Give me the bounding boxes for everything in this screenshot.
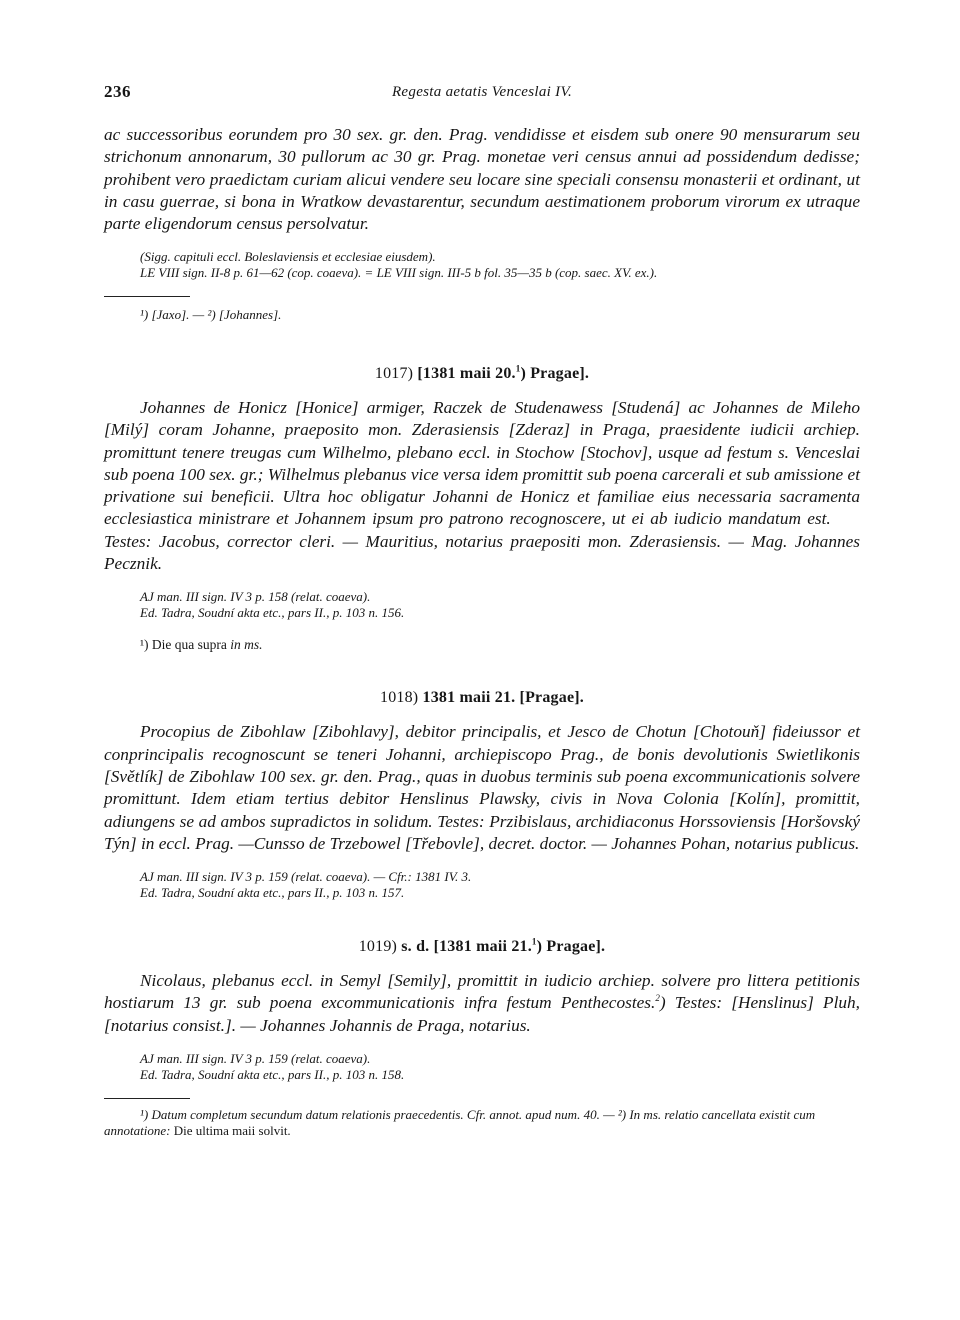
footnote-marker: 2: [655, 993, 660, 1004]
regest-text-1018: Procopius de Zibohlaw [Zibohlavy], debitor principalis, et Jesco de Chotun [Chotouň] fideiussor et conprincipalis recognoscunt se teneri Johanni, archiepiscopo Prag., de bonis devolutionis Swietlikonis [Světlík] de Zibohlaw 100 sex. gr. den. Prag., quas in duobus terminis sub poena excommunicationis solvere promittunt. Idem etiam tertius debitor Henslinus Plawsky, civis in Nova Colonia [Kolín], promittit, adiungens se ad ambos supradictos in solidum. Testes: Przibislaus, archidiaconus Horssoviensis [Horšovský Týn] in eccl. Prag. —Cunsso de Trzebowel [Třebovle], decret. doctor. — Johannes Pohan, notarius publicus.: [104, 722, 860, 853]
witnesses: ) Testes: [Henslinus] Pluh, [notarius consist.]. — Johannes Johannis de Praga, notarius.: [104, 993, 861, 1035]
regest-text-1019: [104, 970, 860, 1037]
footnote-text: ¹) Datum completum secundum datum relationis praecedentis. Cfr. annot. apud num. 40. — ²) In ms. relatio cancellata existit cum annotatione:: [104, 1107, 816, 1139]
entry-heading-1018: [104, 689, 860, 707]
entry-date: s. d. [1381 maii 21.: [401, 938, 532, 956]
entry-date: 1381 maii 21. [Pragae].: [422, 689, 584, 707]
footnotes: ¹) [Jaxo]. — ²) [Johannes].: [140, 307, 282, 323]
seal-note: (Sigg. capituli eccl. Boleslaviensis et ecclesiae eiusdem).: [140, 249, 436, 265]
source-line-1: AJ man. III sign. IV 3 p. 159 (relat. coaeva).: [140, 1051, 371, 1067]
footnote-marker: 1: [531, 936, 537, 947]
page-body: [104, 124, 860, 1139]
regest-body: Johannes de Honicz [Honice] armiger, Raczek de Studenawess [Studená] ac Johannes de Mileho [Milý] coram Johanne, praeposito mon. Zderasiensis [Zderaz] in Praga, praesidente iudicii archiep. promittunt tenere treugas cum Wilhelmo, plebano eccl. in Stochow [Stochov], usque ad festum s. Venceslai sub poena 100 sex. gr.; Wilhelmus plebanus vice versa idem promittit sub poena carcerali et sub amissione et privatione sui beneficii. Ultra hoc obligatur Johanni de Honicz et familiae eius necessaria sacramenta ecclesiastica ministrare et Johannem ipsum pro patrono recognoscere, ut ei ab iudicio mandatum est.: [104, 397, 860, 529]
entry-date: [1381 maii 20.: [417, 364, 516, 382]
entry-number: 1018): [380, 689, 419, 707]
continued-regest-text: ac successoribus eorundem pro 30 sex. gr. den. Prag. vendidisse et eisdem sub onere 90 mensurarum seu strichonum annonarum, 30 pullorum ac 30 gr. Prag. monetae veri census annui ad possidendum dedisse; prohibent vero praedictam curiam alicui vendere seu locare sine speciali consensu monasterii et ordinant, ut in casu guerrae, si bona in Wratkow devastarentur, secundum aestimationem proborum virorum ex utraque parte eligendorum census persolvatur.: [104, 125, 860, 234]
entry-place: ) Pragae].: [536, 938, 606, 956]
entry-heading-1019: [104, 938, 860, 956]
running-title: Regesta aetatis Venceslai IV.: [391, 84, 573, 100]
footnote-quote: Die ultima maii solvit.: [173, 1123, 291, 1139]
page-header: [104, 80, 860, 108]
footnotes-1019: [104, 1107, 860, 1139]
footnote-mark: ¹): [140, 637, 149, 653]
entry-heading-1017: [104, 365, 860, 383]
regest-text-1017: [104, 397, 860, 575]
witnesses: Testes: Jacobus, corrector cleri. — Mauritius, notarius praepositi mon. Zderasiensis. — Mag. Johannes Pecznik.: [104, 531, 860, 574]
entry-number: 1019): [358, 938, 398, 956]
footnote-italic: in ms.: [230, 637, 263, 653]
footnote-text: Die qua supra: [148, 637, 231, 653]
regest-body: Nicolaus, plebanus eccl. in Semyl [Semily], promittit in iudicio archiep. solvere pro littera petitionis hostiarum 13 gr. sub poena excommunicationis infra festum Penthecostes.: [104, 971, 860, 1013]
footnote-marker: 1: [515, 363, 521, 374]
source-line-2: Ed. Tadra, Soudní akta etc., pars II., p. 103 n. 157.: [140, 884, 405, 900]
entry-number: 1017): [374, 364, 414, 382]
page-number: 236: [104, 82, 131, 101]
source-line-1: AJ man. III sign. IV 3 p. 159 (relat. coaeva). — Cfr.: 1381 IV. 3.: [140, 869, 472, 885]
entry-place: ) Pragae].: [520, 364, 590, 382]
source-note: LE VIII sign. II-8 p. 61—62 (cop. coaeva). = LE VIII sign. III-5 b fol. 35—35 b (cop. saec. XV. ex.).: [140, 264, 658, 280]
footnote-1017: [104, 636, 860, 653]
source-line-2: Ed. Tadra, Soudní akta etc., pars II., p. 103 n. 158.: [140, 1066, 405, 1082]
source-line-2: Ed. Tadra, Soudní akta etc., pars II., p. 103 n. 156.: [140, 604, 405, 620]
source-line-1: AJ man. III sign. IV 3 p. 158 (relat. coaeva).: [140, 589, 371, 605]
